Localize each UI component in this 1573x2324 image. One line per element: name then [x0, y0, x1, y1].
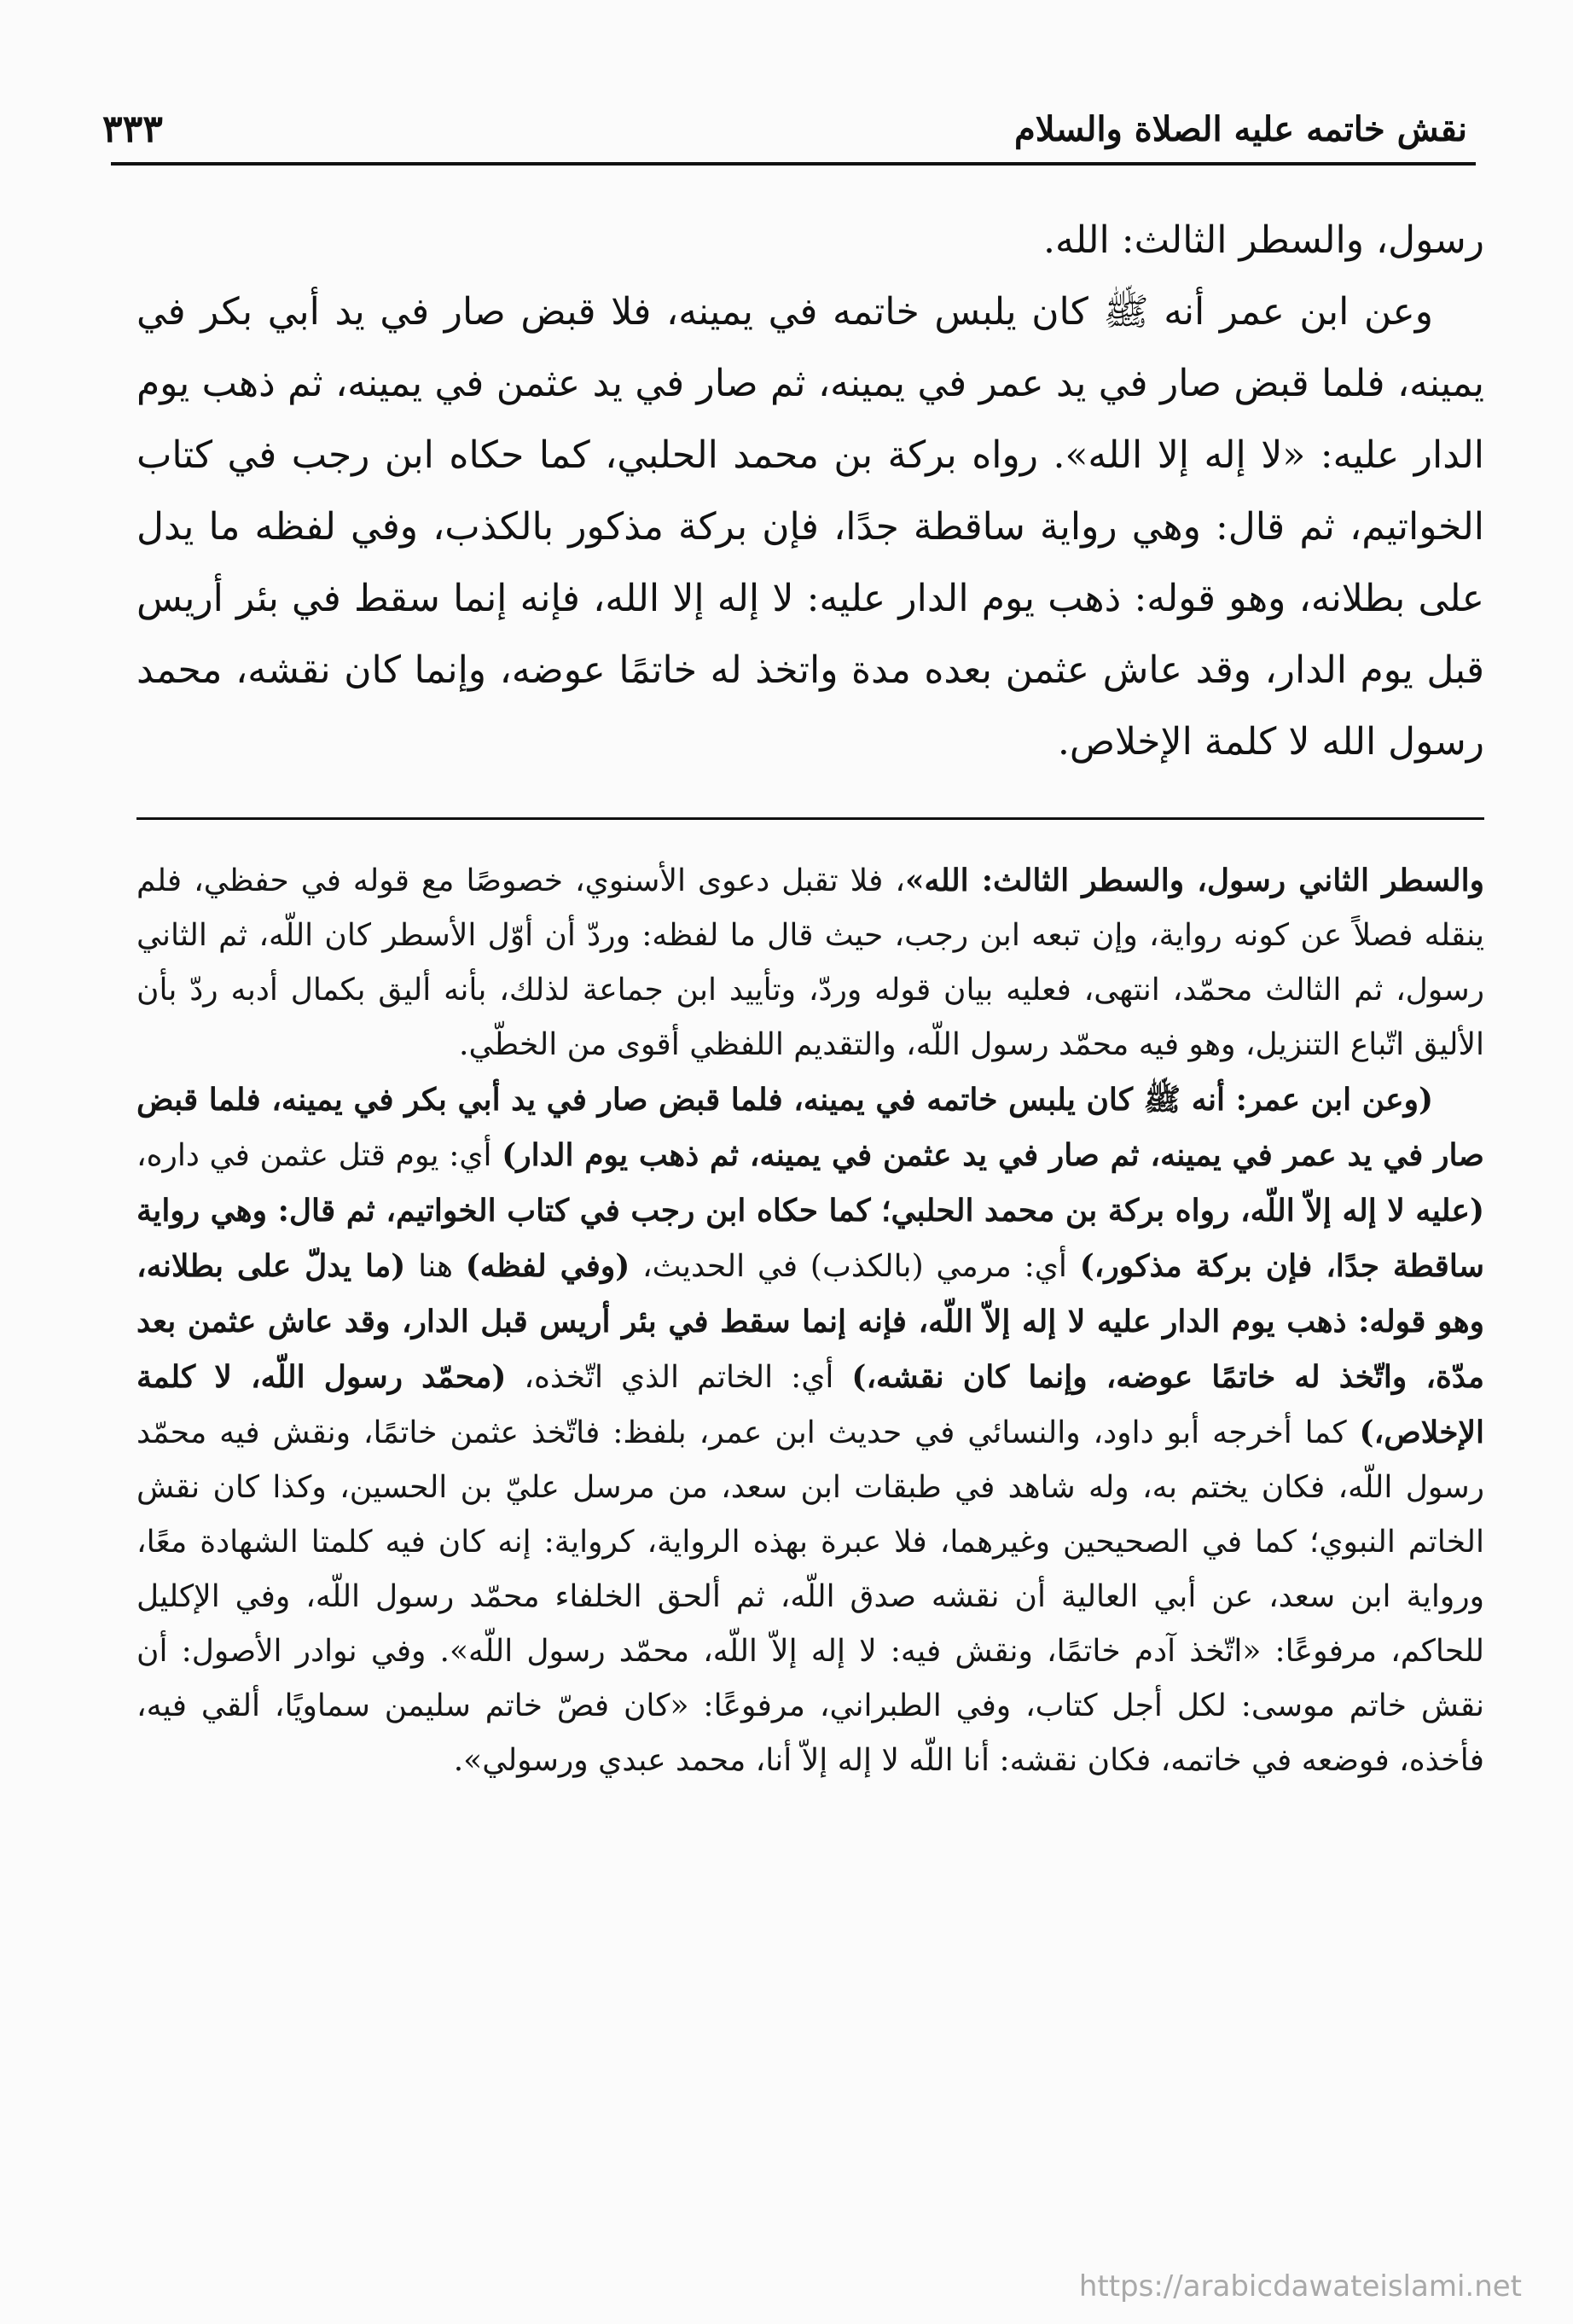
commentary-paragraph-1: [136, 853, 1484, 1072]
header-rule: [111, 162, 1476, 166]
commentary-quote-2i: (محمّد رسول اللّه، لا كلمة الإخلاص،): [136, 1359, 1484, 1450]
section-divider: [136, 817, 1484, 820]
commentary-text-2h: أي: الخاتم الذي اتّخذه،: [506, 1360, 852, 1395]
main-paragraph-2: وعن ابن عمر أنه ﷺ كان يلبس خاتمه في يمينه، فلا قبض صار في يد أبي بكر في يمينه، فلما قبض صار في يد عمر في يمينه، ثم صار في يد عثمن في يمينه، ثم ذهب يوم الدار عليه: «لا إله إلا الله». رواه بركة بن محمد الحلبي، كما حكاه ابن رجب في كتاب الخواتيم، ثم قال: وهي رواية ساقطة جدًا، فإن بركة مذكور بالكذب، وفي لفظه ما يدل على بطلانه، وهو قوله: ذهب يوم الدار عليه: لا إله إلا الله، فإنه إنما سقط في بئر أريس قبل يوم الدار، وقد عاش عثمن بعده مدة واتخذ له خاتمًا عوضه، وإنما كان نقشه، محمد رسول الله لا كلمة الإخلاص.: [136, 290, 1484, 764]
running-title: نقش خاتمه عليه الصلاة والسلام: [1013, 108, 1467, 149]
commentary-text-2d: أي: مرمي (بالكذب) في الحديث،: [630, 1249, 1080, 1284]
site-watermark: https://arabicdawateislami.net: [1078, 2269, 1522, 2304]
commentary-text-1: ، فلا تقبل دعوى الأسنوي، خصوصًا مع قوله في حفظي، فلم ينقله فصلاً عن كونه رواية، وإن تبعه ابن رجب، حيث قال ما لفظه: وردّ أن أوّل الأسطر كان اللّه، ثم الثاني رسول، ثم الثالث محمّد، انتهى، فعليه بيان قوله وردّ، وتأييد ابن جماعة لذلك، بأنه أليق بكمال أدبه ردّ بأن الأليق اتّباع التنزيل، وهو فيه محمّد رسول اللّه، والتقديم اللفظي أقوى من الخطّي.: [136, 863, 1484, 1062]
commentary-paragraph-2: [136, 1072, 1484, 1788]
commentary-text-2b: أي: يوم قتل عثمن في داره،: [136, 1138, 502, 1173]
commentary-quote-1: والسطر الثاني رسول، والسطر الثالث: الله»: [904, 863, 1485, 898]
commentary-text-2j: كما أخرجه أبو داود، والنسائي في حديث ابن عمر، بلفظ: فاتّخذ عثمن خاتمًا، ونقش فيه محمّد رسول اللّه، فكان يختم به، وله شاهد في طبقات ابن سعد، من مرسل عليّ بن الحسين، وكذا كان نقش الخاتم النبوي؛ كما في الصحيحين وغيرهما، فلا عبرة بهذه الرواية، كرواية: إنه كان فيه كلمتا الشهادة معًا، ورواية ابن سعد، عن أبي العالية أن نقشه صدق اللّه، ثم ألحق الخلفاء محمّد رسول اللّه، وفي الإكليل للحاكم، مرفوعًا: «اتّخذ آدم خاتمًا، ونقش فيه: لا إله إلاّ اللّه، محمّد رسول اللّه». وفي نوادر الأصول: أن نقش خاتم موسى: لكل أجل كتاب، وفي الطبراني، مرفوعًا: «كان فصّ خاتم سليمن سماويًا، ألقي فيه، فأخذه، فوضعه في خاتمه، فكان نقشه: أنا اللّه لا إله إلاّ أنا، محمد عبدي ورسولي».: [136, 1415, 1484, 1778]
page-number: ٣٣٣: [102, 107, 163, 151]
main-paragraph-1: رسول، والسطر الثالث: الله.: [1043, 218, 1484, 262]
commentary-text-2f: هنا: [405, 1249, 466, 1284]
commentary-quote-2g: (ما يدلّ على بطلانه، وهو قوله: ذهب يوم الدار عليه لا إله إلاّ اللّه، فإنه إنما سقط في بئر أريس قبل الدار، وقد عاش عثمن بعد مدّة، واتّخذ له خاتمًا عوضه، وإنما كان نقشه،): [136, 1248, 1484, 1395]
commentary-quote-2e: (وفي لفظه): [465, 1248, 630, 1284]
commentary-quote-2c: (عليه لا إله إلاّ اللّه، رواه بركة بن محمد الحلبي؛ كما حكاه ابن رجب في كتاب الخواتيم، ثم قال: وهي رواية ساقطة جدًا، فإن بركة مذكور،): [136, 1193, 1485, 1284]
commentary-block: [136, 853, 1484, 1788]
main-text-block: [136, 205, 1484, 778]
commentary-quote-2a: (وعن ابن عمر: أنه ﷺ كان يلبس خاتمه في يمينه، فلما قبض صار في يد أبي بكر في يمينه، فلما قبض صار في يد عمر في يمينه، ثم صار في يد عثمن في يمينه، ثم ذهب يوم الدار): [136, 1082, 1484, 1173]
